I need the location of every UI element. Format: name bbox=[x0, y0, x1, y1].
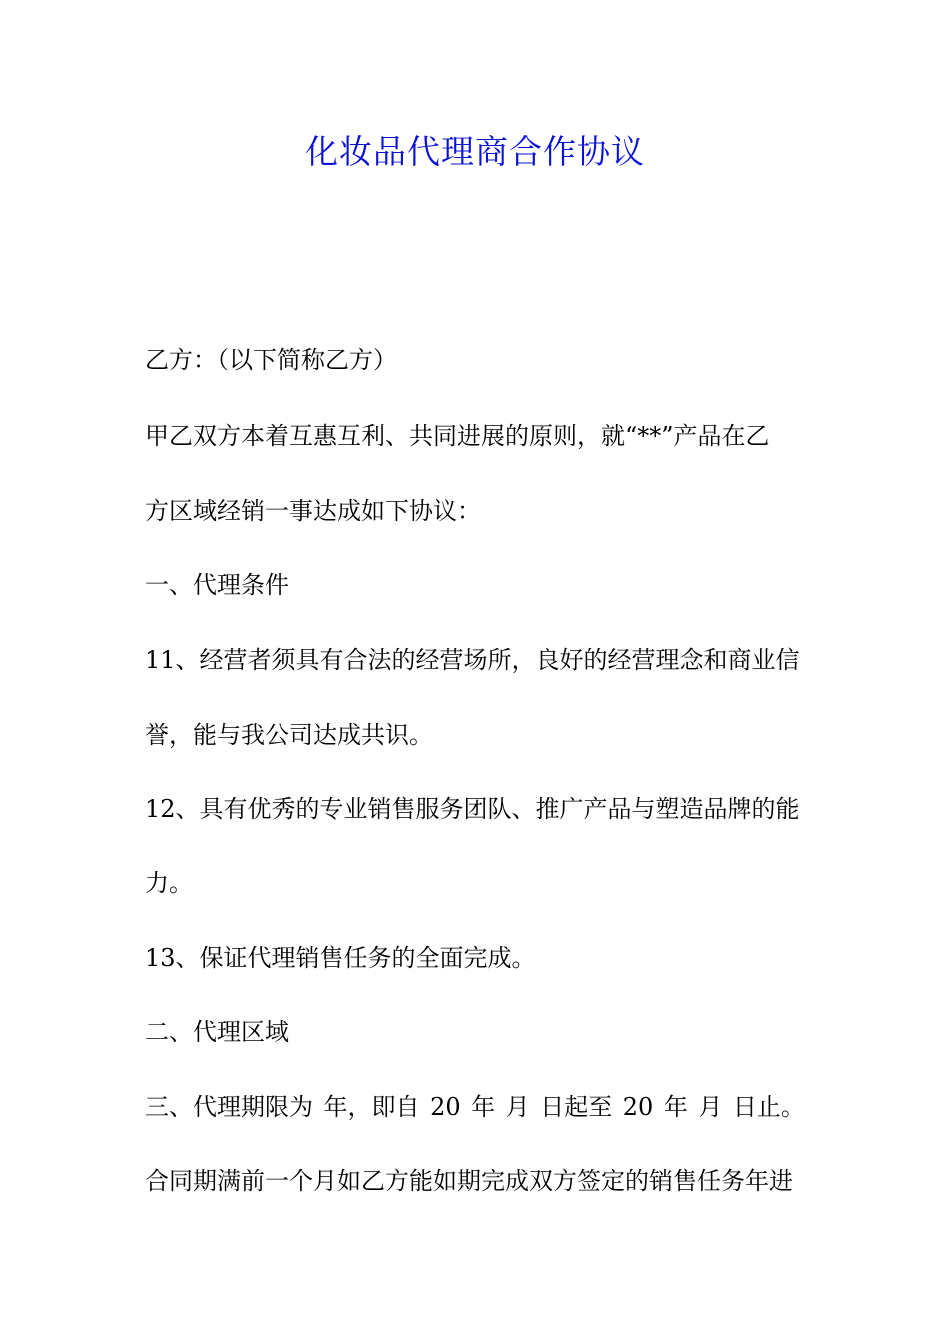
paragraph-line: 誉，能与我公司达成共识。 bbox=[145, 721, 433, 749]
document-title: 化妆品代理商合作协议 bbox=[305, 132, 645, 171]
term-word: 年 bbox=[663, 1093, 688, 1121]
term-word: 日起至 bbox=[540, 1093, 613, 1121]
paragraph-line: 合同期满前一个月如乙方能如期完成双方签定的销售任务年进 bbox=[145, 1167, 793, 1195]
term-word: 年，即自 bbox=[323, 1093, 420, 1121]
term-word: 三、代理期限为 bbox=[145, 1093, 313, 1121]
term-line bbox=[145, 1090, 805, 1124]
term-word: 20 bbox=[622, 1093, 654, 1121]
term-word: 年 bbox=[471, 1093, 496, 1121]
paragraph-line: 12、具有优秀的专业销售服务团队、推广产品与塑造品牌的能 bbox=[145, 795, 800, 823]
paragraph-line: 方区域经销一事达成如下协议： bbox=[145, 497, 481, 525]
paragraph-line: 甲乙双方本着互惠互利、共同进展的原则，就“**”产品在乙 bbox=[145, 422, 770, 450]
term-word: 月 bbox=[505, 1093, 530, 1121]
paragraph-line: 11、经营者须具有合法的经营场所，良好的经营理念和商业信 bbox=[145, 646, 800, 674]
paragraph-line: 力。 bbox=[145, 869, 193, 897]
section-heading: 二、代理区域 bbox=[145, 1018, 289, 1046]
party-b-line: 乙方：（以下简称乙方） bbox=[145, 346, 397, 374]
term-word: 月 bbox=[698, 1093, 723, 1121]
term-word: 20 bbox=[430, 1093, 461, 1121]
section-heading: 一、代理条件 bbox=[145, 571, 289, 599]
paragraph-line: 13、保证代理销售任务的全面完成。 bbox=[145, 944, 536, 972]
term-word: 日止。 bbox=[732, 1093, 805, 1121]
